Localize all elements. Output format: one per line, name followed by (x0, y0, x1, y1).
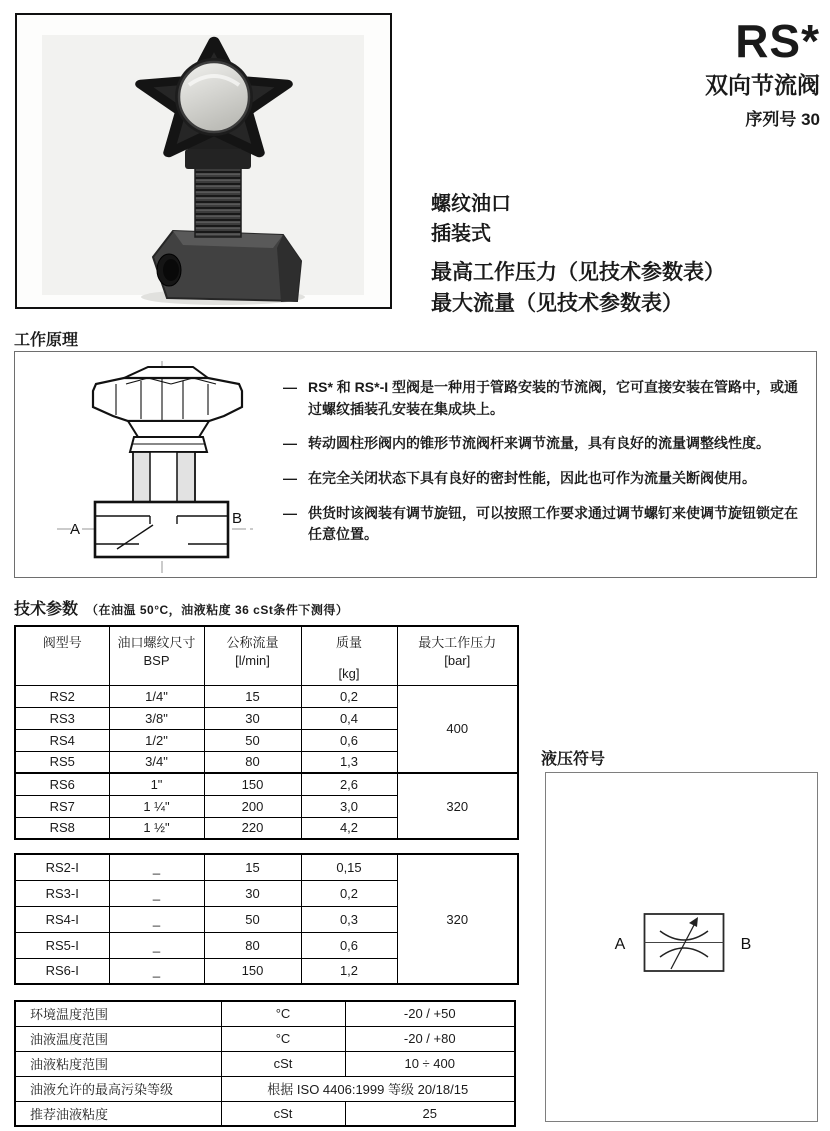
bullet-dash: — (283, 504, 297, 521)
cell: 200 (204, 795, 301, 817)
cell: 1" (109, 773, 204, 795)
condition-unit: cSt (221, 1101, 345, 1126)
table-row (15, 773, 518, 795)
cell: RS4 (15, 729, 109, 751)
cell: RS2-I (15, 854, 109, 880)
test-condition-note: （在油温 50°C，油液粘度 36 cSt条件下测得） (86, 603, 349, 617)
table-row (15, 1051, 515, 1076)
cell: RS7 (15, 795, 109, 817)
conditions-table (14, 1000, 516, 1127)
port-b-label: B (231, 510, 243, 527)
condition-unit: °C (221, 1001, 345, 1026)
pressure-cell: 320 (397, 773, 518, 839)
principle-bullet (283, 503, 803, 546)
cell: 0,2 (301, 685, 397, 707)
cell: _ (109, 854, 204, 880)
cell: 50 (204, 729, 301, 751)
throttle-valve-symbol (596, 906, 776, 986)
bullet-text: 在完全关闭状态下具有良好的密封性能，因此也可作为流量关断阀使用。 (308, 470, 756, 487)
principle-bullet-list (283, 377, 803, 559)
cell: 0,4 (301, 707, 397, 729)
hydraulic-symbol-panel (545, 772, 818, 1122)
principle-bullet (283, 377, 803, 420)
cell: _ (109, 880, 204, 906)
cell: 1/4" (109, 685, 204, 707)
note-line: 最高工作压力（见技术参数表） (431, 261, 725, 284)
condition-value: 10 ÷ 400 (345, 1051, 515, 1076)
cell: 1 ½" (109, 817, 204, 839)
table-row (15, 854, 518, 880)
cell: 150 (204, 773, 301, 795)
pressure-cell: 400 (397, 685, 518, 773)
column-header: 公称流量 [l/min] (204, 626, 301, 685)
condition-label: 油液粘度范围 (15, 1051, 221, 1076)
cell: 1,2 (301, 958, 397, 984)
specs-table2-body (15, 854, 518, 984)
column-header: 油口螺纹尺寸 BSP (109, 626, 204, 685)
table-row (15, 1026, 515, 1051)
table-row (15, 1101, 515, 1126)
specs-table-body (15, 685, 518, 839)
cell: _ (109, 906, 204, 932)
condition-label: 推荐油液粘度 (15, 1101, 221, 1126)
spec-reference-notes (431, 257, 725, 319)
note-line: 最大流量（见技术参数表） (431, 292, 683, 315)
cell: 30 (204, 880, 301, 906)
valve-cross-section-drawing (31, 353, 281, 579)
cell: _ (109, 958, 204, 984)
bullet-text: RS* 和 RS*-I 型阀是一种用于管路安装的节流阀，它可直接安装在管路中，或通过螺纹插装孔安装在集成块上。 (308, 379, 799, 417)
specs-table-head (15, 626, 518, 685)
feature-list (431, 189, 511, 249)
bullet-text: 供货时该阀装有调节旋钮，可以按照工作要求通过调节螺钉来使调节旋钮锁定在任意位置。 (308, 504, 798, 543)
tech-params-title: 技术参数 (14, 601, 79, 618)
cell: 0,2 (301, 880, 397, 906)
symbol-port-a-label: A (614, 936, 626, 953)
conditions-table-body (15, 1001, 515, 1126)
condition-unit: cSt (221, 1051, 345, 1076)
condition-value: 25 (345, 1101, 515, 1126)
condition-merged-value: 根据 ISO 4406:1999 等级 20/18/15 (221, 1076, 515, 1101)
cell: RS5 (15, 751, 109, 773)
hydraulic-symbol-heading: 液压符号 (541, 751, 606, 768)
product-photo-frame (15, 13, 392, 309)
symbol-port-b-label: B (740, 936, 752, 953)
header-row (15, 626, 518, 685)
table-row (15, 685, 518, 707)
condition-label: 油液温度范围 (15, 1026, 221, 1051)
cell: 2,6 (301, 773, 397, 795)
cell: RS4-I (15, 906, 109, 932)
series-number: 序列号 30 (745, 110, 820, 129)
cell: RS5-I (15, 932, 109, 958)
cell: 15 (204, 854, 301, 880)
specs-table-cartridge (14, 853, 519, 985)
column-header: 质量 [kg] (301, 626, 397, 685)
cell: RS6-I (15, 958, 109, 984)
condition-unit: °C (221, 1026, 345, 1051)
port-a-label: A (69, 521, 81, 538)
cell: 0,3 (301, 906, 397, 932)
cell: 4,2 (301, 817, 397, 839)
cell: RS3-I (15, 880, 109, 906)
condition-label: 环境温度范围 (15, 1001, 221, 1026)
cell: 3,0 (301, 795, 397, 817)
column-header: 阀型号 (15, 626, 109, 685)
cell: 1/2" (109, 729, 204, 751)
cell: RS8 (15, 817, 109, 839)
title-block (705, 15, 820, 130)
pressure-cell: 320 (397, 854, 518, 984)
tech-params-heading (14, 596, 348, 619)
cell: 80 (204, 932, 301, 958)
cell: 0,6 (301, 932, 397, 958)
cell: 0,15 (301, 854, 397, 880)
condition-value: -20 / +50 (345, 1001, 515, 1026)
condition-label: 油液允许的最高污染等级 (15, 1076, 221, 1101)
condition-value: -20 / +80 (345, 1026, 515, 1051)
cell: RS3 (15, 707, 109, 729)
cell: 1,3 (301, 751, 397, 773)
cell: RS6 (15, 773, 109, 795)
cell: 15 (204, 685, 301, 707)
cell: 3/8" (109, 707, 204, 729)
table-row (15, 1076, 515, 1101)
column-header: 最大工作压力 [bar] (397, 626, 518, 685)
bullet-text: 转动圆柱形阀内的锥形节流阀杆来调节流量，具有良好的流量调整线性度。 (308, 435, 770, 452)
feature-line: 螺纹油口 (431, 193, 511, 215)
specs-table-main (14, 625, 519, 840)
cell: 150 (204, 958, 301, 984)
model-subtitle: 双向节流阀 (705, 72, 820, 98)
working-principle-panel (14, 351, 817, 578)
cell: RS2 (15, 685, 109, 707)
principle-bullet (283, 468, 803, 490)
cell: 50 (204, 906, 301, 932)
feature-line: 插装式 (431, 223, 491, 245)
working-principle-heading: 工作原理 (14, 332, 79, 349)
cell: 30 (204, 707, 301, 729)
cell: 1 ¼" (109, 795, 204, 817)
cell: 3/4" (109, 751, 204, 773)
bullet-dash: — (283, 435, 297, 452)
table-row (15, 1001, 515, 1026)
model-name: RS* (735, 15, 820, 67)
cell: 220 (204, 817, 301, 839)
principle-bullet (283, 433, 803, 455)
cell: 0,6 (301, 729, 397, 751)
cell: _ (109, 932, 204, 958)
product-photo (17, 15, 390, 307)
cell: 80 (204, 751, 301, 773)
bullet-dash: — (283, 470, 297, 487)
bullet-dash: — (283, 379, 297, 395)
